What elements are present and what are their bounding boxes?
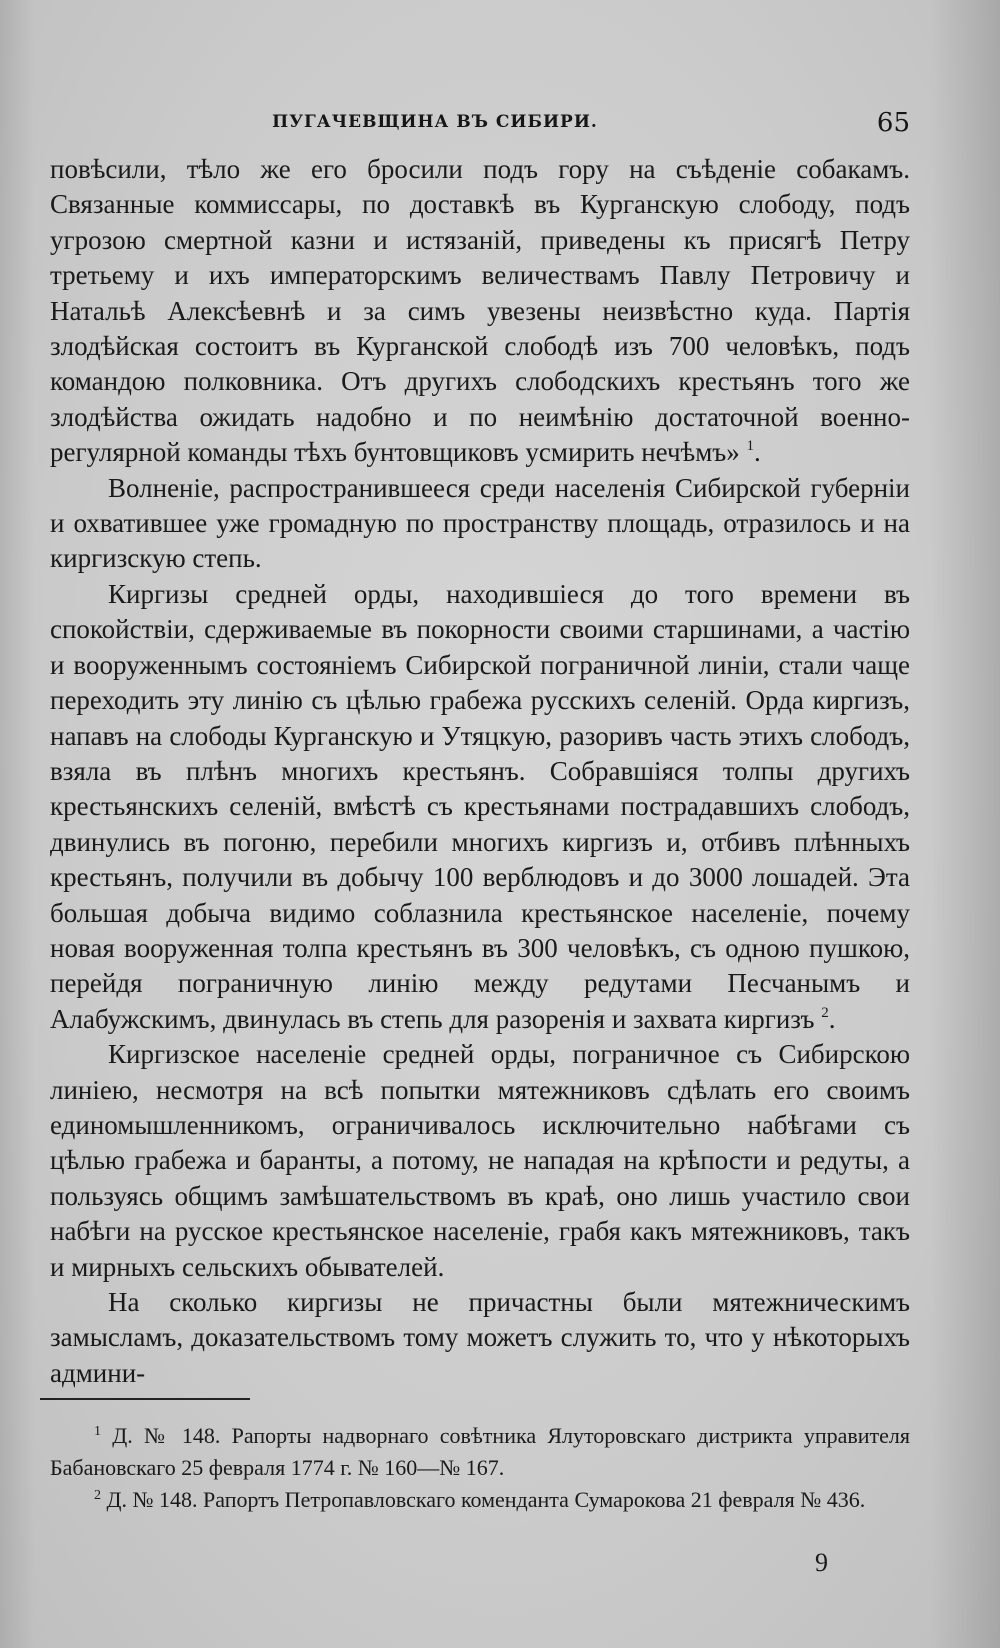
paragraph: [50, 577, 910, 1037]
signature-mark: 9: [815, 1548, 828, 1577]
footnote: [50, 1484, 910, 1516]
footnote-mark: 2: [94, 1488, 101, 1503]
paragraph-text: Киргизы средней орды, находившіеся до того времени въ спокойствіи, сдерживаемые въ покорности своими старшинами, а частію и вооруженнымъ состояніемъ Сибирской пограничной линіи, стали чаще переходить эту линію съ цѣлью грабежа русскихъ селеній. Орда киргизъ, напавъ на слободы Курганскую и Утяцкую, разоривъ часть этихъ слободъ, взяла въ плѣнъ многихъ крестьянъ. Собравшіяся толпы другихъ крестьянскихъ селеній, вмѣстѣ съ крестьянами пострадавшихъ слободъ, двинулись въ погоню, перебили многихъ киргизъ и, отбивъ плѣнныхъ крестьянъ, получили въ добычу 100 верблюдовъ и до 3000 лошадей. Эта большая добыча видимо соблазнила крестьянское населеніе, почему новая вооруженная толпа крестьянъ въ 300 человѣкъ, съ одною пушкою, перейдя пограничную линію между редутами Песчанымъ и Алабужскимъ, двинулась въ степь для разоренія и захвата киргизъ: [50, 578, 910, 1034]
footnote: [50, 1420, 910, 1484]
paragraph: [50, 1285, 910, 1391]
paragraph: [50, 1037, 910, 1285]
page-header: [50, 108, 910, 138]
footnote-text: Д. № 148. Рапортъ Петропавловскаго коменданта Сумарокова 21 февраля № 436.: [106, 1487, 866, 1512]
running-title: ПУГАЧЕВЩИНА ВЪ СИБИРИ.: [272, 112, 598, 132]
paragraph-text: Киргизское населеніе средней орды, пограничное съ Сибирскою линіею, несмотря на всѣ попытки мятежниковъ сдѣлать его своимъ единомышленникомъ, ограничивалось исключительно набѣгами съ цѣлью грабежа и баранты, а потому, не нападая на крѣпости и редуты, а пользуясь общимъ замѣшательствомъ въ краѣ, оно лишь участило свои набѣги на русское крестьянское населеніе, грабя какъ мятежниковъ, такъ и мирныхъ сельскихъ обывателей.: [50, 1039, 910, 1282]
paragraph-text: На сколько киргизы не причастны были мятежническимъ замысламъ, доказательствомъ тому можетъ служить то, что у нѣкоторыхъ админи-: [50, 1287, 910, 1388]
paragraph: [50, 152, 910, 471]
page-left-shadow: [0, 0, 35, 1648]
page-number: 65: [876, 108, 910, 138]
paragraph-end-punct: .: [754, 437, 761, 468]
footnote-separator: [40, 1398, 250, 1400]
page-right-shadow: [930, 0, 1000, 1648]
footnote-reference: 2: [821, 1004, 829, 1021]
footnotes: [50, 1420, 910, 1516]
paragraph-text: повѣсили, тѣло же его бросили подъ гору на съѣденіе собакамъ. Связанные коммиссары, по доставкѣ въ Курганскую слободу, подъ угрозою смертной казни и истязаній, приведены къ присягѣ Петру третьему и ихъ императорскимъ величествамъ Павлу Петровичу и Натальѣ Алексѣевнѣ и за симъ увезены неизвѣстно куда. Партія злодѣйская состоитъ въ Курганской слободѣ изъ 700 человѣкъ, подъ командою полковника. Отъ другихъ слободскихъ крестьянъ того же злодѣйства ожидать надобно и по неимѣнію достаточной военно-регулярной команды тѣхъ бунтовщиковъ усмирить нечѣмъ»: [50, 154, 910, 468]
footnote-mark: 1: [94, 1424, 101, 1439]
footnote-reference: 1: [746, 438, 755, 455]
paragraph: [50, 471, 910, 577]
main-text: [50, 152, 910, 1391]
paragraph-end-punct: .: [828, 1003, 836, 1034]
paragraph-text: Волненіе, распространившееся среди населенія Сибирской губерніи и охватившее уже громадную по пространству площадь, отразилось и на киргизскую степь.: [50, 472, 910, 574]
footnote-text: Д. № 148. Рапорты надворнаго совѣтника Ялуторовскаго дистрикта управителя Бабановскаго 25 февраля 1774 г. № 160—№ 167.: [50, 1423, 910, 1480]
